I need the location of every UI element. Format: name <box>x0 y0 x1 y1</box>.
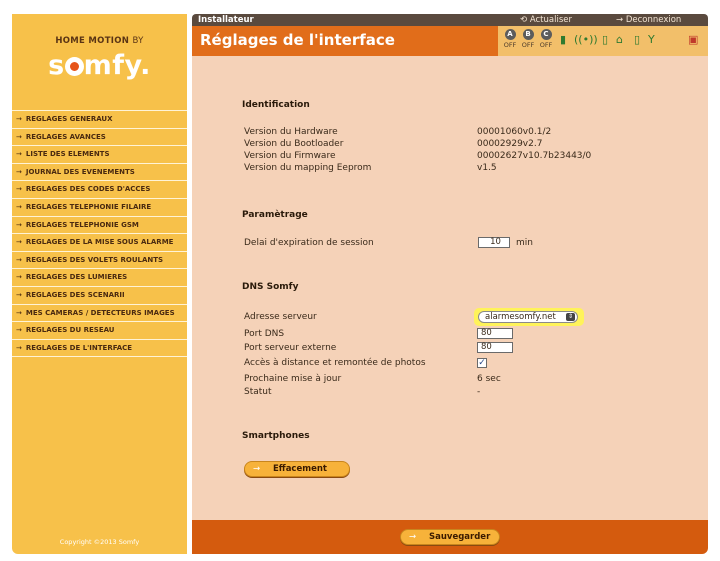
server-highlight <box>474 308 584 326</box>
section-label: Installateur <box>198 15 254 25</box>
parametrage-title: Paramètrage <box>242 210 308 220</box>
arrow-right-icon: → <box>409 532 417 542</box>
page-title: Réglages de l'interface <box>200 31 395 49</box>
sidebar-item-reseau[interactable]: → REGLAGES DU RESEAU <box>12 322 187 340</box>
home-icon: ⌂ <box>616 33 623 46</box>
dns-title: DNS Somfy <box>242 282 299 292</box>
smartphones-title: Smartphones <box>242 431 310 441</box>
session-timeout-input[interactable]: 10 <box>478 237 510 248</box>
sidebar-item-journal-evenements[interactable]: → JOURNAL DES EVENEMENTS <box>12 164 187 182</box>
sidebar-item-telephonie-filaire[interactable]: → REGLAGES TELEPHONIE FILAIRE <box>12 199 187 217</box>
sidebar-item-volets-roulants[interactable]: → REGLAGES DES VOLETS ROULANTS <box>12 252 187 270</box>
status-panel <box>498 26 708 56</box>
remote-access-checkbox[interactable]: ✓ <box>478 358 486 368</box>
logout-link[interactable]: → Deconnexion <box>616 15 682 25</box>
sidebar <box>12 14 187 554</box>
arrow-right-icon: → <box>253 464 261 474</box>
main-content: Identification Version du Hardware 00001060v0.1/2 Version du Bootloader 00002929v2.7 Version du Firmware 00002627v10.7b23443/0 Version du mapping Eeprom v1.5 Paramètrage Delai d'expiration de session 10 min DNS Somfy Adresse serveur alarmesomfy.net ⇕ Port DNS 80 Port serveur externe 80 Accès à distance et remontée de photos ✓ Prochaine mise à jour 6 sec Statut - Smartphones → Effacement <box>192 56 708 520</box>
sidebar-item-codes-acces[interactable]: → REGLAGES DES CODES D'ACCES <box>12 181 187 199</box>
copyright-text: Copyright ©2013 Somfy <box>59 538 140 546</box>
phone-line-icon: ▯ <box>602 33 609 46</box>
zone-b-status[interactable]: B OFF <box>521 30 535 49</box>
port-dns-input[interactable]: 80 <box>477 328 513 339</box>
sidebar-item-reglages-generaux[interactable]: → REGLAGES GENERAUX <box>12 111 187 129</box>
sidebar-item-mise-sous-alarme[interactable]: → REGLAGES DE LA MISE SOUS ALARME <box>12 234 187 252</box>
top-bar <box>192 14 708 26</box>
sidebar-item-lumieres[interactable]: → REGLAGES DES LUMIERES <box>12 269 187 287</box>
somfy-logo: s mfy. <box>48 50 151 81</box>
alert-icon: ▣ <box>688 33 699 46</box>
sidebar-item-reglages-avances[interactable]: → REGLAGES AVANCES <box>12 129 187 147</box>
logo-dot-icon <box>65 57 84 76</box>
save-button[interactable]: → Sauvegarder <box>400 529 500 545</box>
antenna-icon: Y <box>648 33 655 46</box>
sidebar-item-liste-elements[interactable]: → LISTE DES ELEMENTS <box>12 146 187 164</box>
clear-button[interactable]: → Effacement <box>244 461 350 477</box>
server-select[interactable]: alarmesomfy.net ⇕ <box>478 311 578 323</box>
battery-icon: ▮ <box>560 33 567 46</box>
sidebar-item-cameras[interactable]: → MES CAMERAS / DETECTEURS IMAGES <box>12 305 187 323</box>
sidebar-item-scenarii[interactable]: → REGLAGES DES SCENARII <box>12 287 187 305</box>
external-port-input[interactable]: 80 <box>477 342 513 353</box>
sidebar-menu <box>12 110 187 357</box>
radio-signal-icon: ((•)) <box>574 33 598 46</box>
sidebar-item-interface[interactable]: → REGLAGES DE L'INTERFACE <box>12 340 187 358</box>
brand-tagline: HOME MOTION BY <box>55 36 144 46</box>
select-arrows-icon: ⇕ <box>567 313 574 320</box>
refresh-icon: ⟲ <box>520 15 530 25</box>
identification-title: Identification <box>242 100 310 110</box>
zone-a-status[interactable]: A OFF <box>503 30 517 49</box>
zone-c-status[interactable]: C OFF <box>539 30 553 49</box>
arrow-right-icon: → <box>616 15 626 25</box>
title-bar <box>192 26 708 56</box>
door-icon: ▯ <box>634 33 641 46</box>
refresh-link[interactable]: ⟲ Actualiser <box>520 15 572 25</box>
footer-bar <box>192 520 708 554</box>
sidebar-item-telephonie-gsm[interactable]: → REGLAGES TELEPHONIE GSM <box>12 217 187 235</box>
